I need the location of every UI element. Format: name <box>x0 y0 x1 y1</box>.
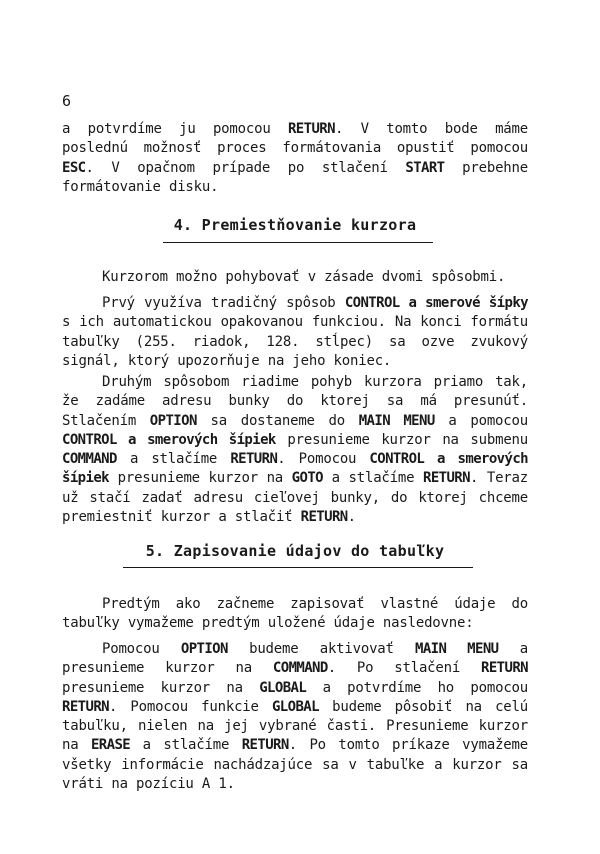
section-5-paragraph-2: Pomocou OPTION budeme aktivovať MAIN MENU a presunieme kurzor na COMMAND. Po stlačení RETURN presunieme kurzor na GLOBAL a potvrdíme ho pomocou RETURN. Pomocou funkcie GLOBAL budeme pôsobiť na celú tabuľku, nielen na jej vybrané časti. Presunieme kurzor na ERASE a stlačíme RETURN. Po tomto príkaze vymažeme všetky informácie nachádzajúce sa v tabuľke a kurzor sa vráti na pozíciu A 1. <box>62 641 528 793</box>
intro-paragraph: a potvrdíme ju pomocou RETURN. V tomto bode máme poslednú možnosť proces formátovania opustiť pomocou ESC. V opačnom prípade po stlačení START prebehne formátovanie disku. <box>62 121 528 195</box>
section-5-underline <box>123 567 473 568</box>
section-4-underline <box>163 242 433 243</box>
section-4-paragraph-2: Prvý využíva tradičný spôsob CONTROL a smerové šípky s ich automatickou opakovanou funkciou. Na konci formátu tabuľky (255. riadok, 128. stĺpec) sa ozve zvukový signál, ktorý upozorňuje na jeho koniec. <box>62 295 529 369</box>
section-4-paragraph-1: Kurzorom možno pohybovať v zásade dvomi spôsobmi. <box>102 269 506 285</box>
section-4-paragraph-3: Druhým spôsobom riadime pohyb kurzora priamo tak, že zadáme adresu bunky do ktorej sa má presunúť. Stlačením OPTION sa dostaneme do MAIN MENU a pomocou CONTROL a smerových šípiek presunieme kurzor na submenu COMMAND a stlačíme RETURN. Pomocou CONTROL a smerových šípiek presunieme kurzor na GOTO a stlačíme RETURN. Teraz už stačí zadať adresu cieľovej bunky, do ktorej chceme premiestniť kurzor a stlačiť RETURN. <box>62 374 529 526</box>
page-number: 6 <box>62 92 72 110</box>
section-5-paragraph-1: Predtým ako začneme zapisovať vlastné údaje do tabuľky vymažeme predtým uložené údaje nasledovne: <box>62 596 528 632</box>
section-4-heading: 4. Premiestňovanie kurzora <box>173 216 417 234</box>
section-5-heading: 5. Zapisovanie údajov do tabuľky <box>145 542 445 560</box>
